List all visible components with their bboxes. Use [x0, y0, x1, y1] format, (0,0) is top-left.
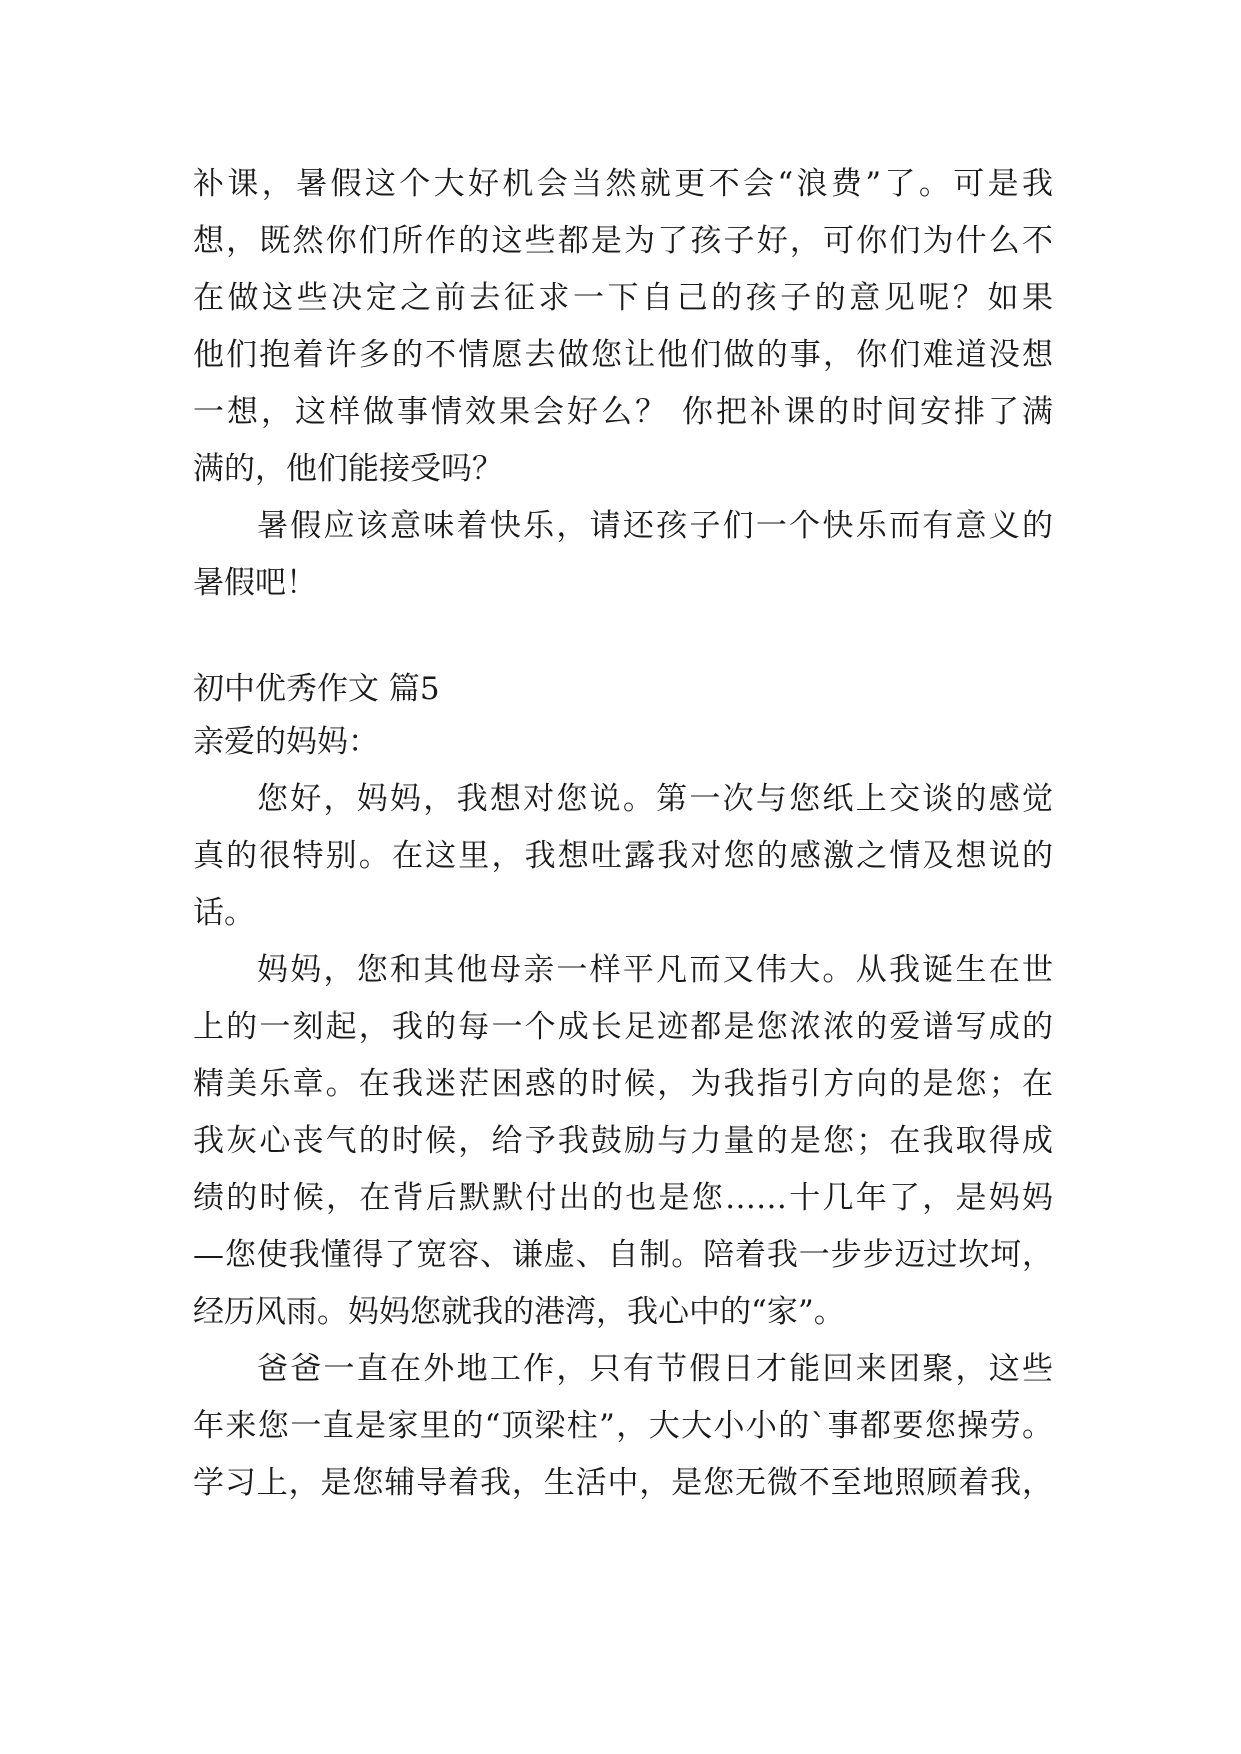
paragraph-line: 想，既然你们所作的这些都是为了孩子好，可你们为什么不: [193, 223, 1053, 259]
paragraph-line: 经历风雨。妈妈您就我的港湾，我心中的“家”。: [193, 1294, 845, 1330]
paragraph-line: 我灰心丧气的时候，给予我鼓励与力量的是您；在我取得成: [193, 1123, 1053, 1159]
paragraph-line: 满的，他们能接受吗？: [193, 451, 503, 487]
paragraph-line: 一想，这样做事情效果会好么？ 你把补课的时间安排了满: [193, 394, 1053, 430]
paragraph-line: 在做这些决定之前去征求一下自己的孩子的意见呢？如果: [193, 280, 1053, 316]
paragraph-line: 精美乐章。在我迷茫困惑的时候，为我指引方向的是您；在: [193, 1066, 1053, 1102]
paragraph-line: 爸爸一直在外地工作，只有节假日才能回来团聚，这些: [257, 1351, 1053, 1387]
paragraph-line: 话。: [193, 895, 255, 931]
paragraph-line: 妈妈，您和其他母亲一样平凡而又伟大。从我诞生在世: [257, 952, 1053, 988]
letter-salutation: 亲爱的妈妈：: [193, 724, 379, 760]
paragraph-line: —您使我懂得了宽容、谦虚、自制。陪着我一步步迈过坎坷，: [193, 1237, 1053, 1273]
paragraph-line: 上的一刻起，我的每一个成长足迹都是您浓浓的爱谱写成的: [193, 1009, 1053, 1045]
paragraph-line: 真的很特别。在这里，我想吐露我对您的感激之情及想说的: [193, 838, 1053, 874]
paragraph-line: 您好，妈妈，我想对您说。第一次与您纸上交谈的感觉: [257, 781, 1053, 817]
section-heading: 初中优秀作文 篇5: [193, 671, 440, 707]
paragraph-line: 绩的时候，在背后默默付出的也是您……十几年了，是妈妈: [193, 1180, 1053, 1216]
paragraph-line: 他们抱着许多的不情愿去做您让他们做的事，你们难道没想: [193, 337, 1053, 373]
paragraph-line: 暑假吧！: [193, 565, 317, 601]
paragraph-line: 暑假应该意味着快乐，请还孩子们一个快乐而有意义的: [257, 508, 1053, 544]
paragraph-line: 年来您一直是家里的“顶梁柱”，大大小小的`事都要您操劳。: [193, 1408, 1053, 1444]
paragraph-line: 学习上，是您辅导着我，生活中，是您无微不至地照顾着我，: [193, 1465, 1053, 1501]
paragraph-line: 补课，暑假这个大好机会当然就更不会“浪费”了。可是我: [193, 166, 1053, 202]
